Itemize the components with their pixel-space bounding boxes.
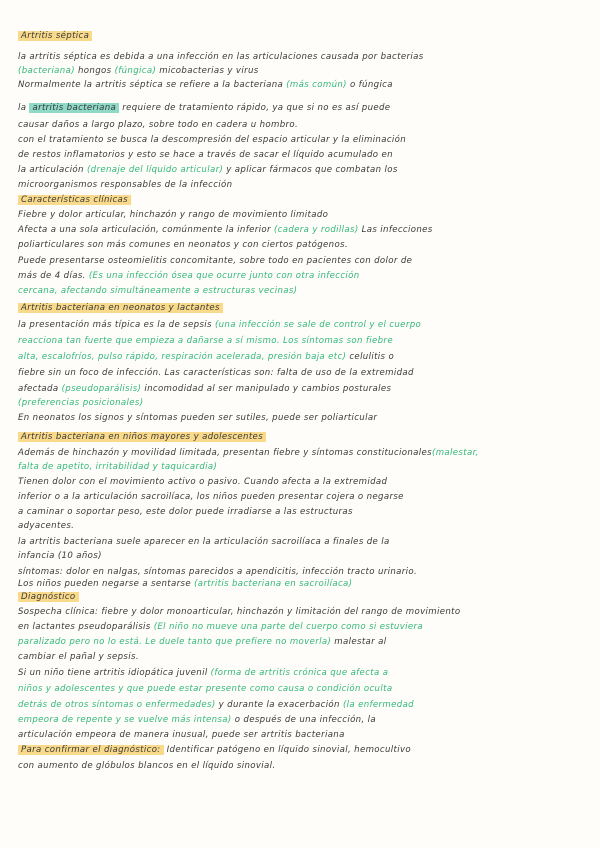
section-heading-ninos-mayores: Artritis bacteriana en niños mayores y adolescentes <box>18 432 266 443</box>
section-heading-neonatos: Artritis bacteriana en neonatos y lactantes <box>18 303 223 314</box>
text-line: Si un niño tiene artritis idiopática juvenil (forma de artritis crónica que afecta a <box>18 668 389 678</box>
text-line: causar daños a largo plazo, sobre todo en cadera u hombro. <box>18 120 299 130</box>
text-line: articulación empeora de manera inusual, puede ser artritis bacteriana <box>18 730 345 740</box>
text-line: la articulación (drenaje del líquido articular) y aplicar fármacos que combatan los <box>18 165 398 175</box>
text-line: la presentación más típica es la de sepsis (una infección se sale de control y el cuerpo <box>18 320 422 330</box>
text-line: detrás de otros síntomas o enfermedades) y durante la exacerbación (la enfermedad <box>18 700 414 710</box>
text-line: la artritis bacteriana requiere de tratamiento rápido, ya que si no es así puede <box>18 103 391 113</box>
text-line: Normalmente la artritis séptica se refiere a la bacteriana (más común) o fúngica <box>18 80 393 90</box>
text-line: (preferencias posicionales) <box>18 398 144 408</box>
term-highlight: Para confirmar el diagnóstico: <box>18 745 164 755</box>
text-line: a caminar o soportar peso, este dolor puede irradiarse a las estructuras <box>18 507 353 517</box>
text-line: Para confirmar el diagnóstico: Identificar patógeno en líquido sinovial, hemocultivo <box>18 745 411 756</box>
text-line: paralizado pero no lo está. Le duele tanto que prefiere no moverla) malestar al <box>18 637 387 647</box>
text-line: reacciona tan fuerte que empieza a dañarse a sí mismo. Los síntomas son fiebre <box>18 336 393 346</box>
text-line: síntomas: dolor en nalgas, síntomas parecidos a apendicitis, infección tracto urinario. <box>18 567 418 577</box>
text-line: con el tratamiento se busca la descompresión del espacio articular y la eliminación <box>18 135 407 145</box>
section-heading-diagnostico: Diagnóstico <box>18 592 79 603</box>
text-line: Puede presentarse osteomielitis concomitante, sobre todo en pacientes con dolor de <box>18 256 413 266</box>
text-line: En neonatos los signos y síntomas pueden ser sutiles, puede ser poliarticular <box>18 413 378 423</box>
text-line: Sospecha clínica: fiebre y dolor monoarticular, hinchazón y limitación del rango de movimiento <box>18 607 461 617</box>
text-line: Además de hinchazón y movilidad limitada, presentan fiebre y síntomas constitucionales(malestar, <box>18 448 479 458</box>
section-heading-artritis-septica: Artritis séptica <box>18 31 92 42</box>
text-line: fiebre sin un foco de infección. Las características son: falta de uso de la extremidad <box>18 368 414 378</box>
text-line: adyacentes. <box>18 521 75 531</box>
text-line: cambiar el pañal y sepsis. <box>18 652 139 662</box>
text-line: de restos inflamatorios y esto se hace a través de sacar el líquido acumulado en <box>18 150 393 160</box>
term-highlight: artritis bacteriana <box>29 103 119 113</box>
text-line: Tienen dolor con el movimiento activo o pasivo. Cuando afecta a la extremidad <box>18 477 388 487</box>
text-line: la artritis bacteriana suele aparecer en la articulación sacroilíaca a finales de la <box>18 537 390 547</box>
text-line: Afecta a una sola articulación, comúnmente la inferior (cadera y rodillas) Las infecciones <box>18 225 433 235</box>
text-line: más de 4 días. (Es una infección ósea que ocurre junto con otra infección <box>18 271 360 281</box>
text-line: (bacteriana) hongos (fúngica) micobacterias y virus <box>18 66 259 76</box>
text-line: Los niños pueden negarse a sentarse (artritis bacteriana en sacroilíaca) <box>18 579 353 589</box>
text-line: empeora de repente y se vuelve más intensa) o después de una infección, la <box>18 715 376 725</box>
text-line: cercana, afectando simultáneamente a estructuras vecinas) <box>18 286 298 296</box>
text-line: afectada (pseudoparálisis) incomodidad al ser manipulado y cambios posturales <box>18 384 392 394</box>
text-line: en lactantes pseudoparálisis (El niño no mueve una parte del cuerpo como si estuviera <box>18 622 424 632</box>
text-line: la artritis séptica es debida a una infección en las articulaciones causada por bacterias <box>18 52 424 62</box>
text-line: niños y adolescentes y que puede estar presente como causa o condición oculta <box>18 684 393 694</box>
text-line: microorganismos responsables de la infección <box>18 180 233 190</box>
text-line: inferior o a la articulación sacroilíaca, los niños pueden presentar cojera o negarse <box>18 492 404 502</box>
text-line: infancia (10 años) <box>18 551 102 561</box>
text-line: falta de apetito, irritabilidad y taquicardia) <box>18 462 218 472</box>
text-line: alta, escalofríos, pulso rápido, respiración acelerada, presión baja etc) celulitis o <box>18 352 395 362</box>
text-line: poliarticulares son más comunes en neonatos y con ciertos patógenos. <box>18 240 348 250</box>
section-heading-caracteristicas: Características clínicas <box>18 195 131 206</box>
text-line: Fiebre y dolor articular, hinchazón y rango de movimiento limitado <box>18 210 329 220</box>
text-line: con aumento de glóbulos blancos en el líquido sinovial. <box>18 761 276 771</box>
